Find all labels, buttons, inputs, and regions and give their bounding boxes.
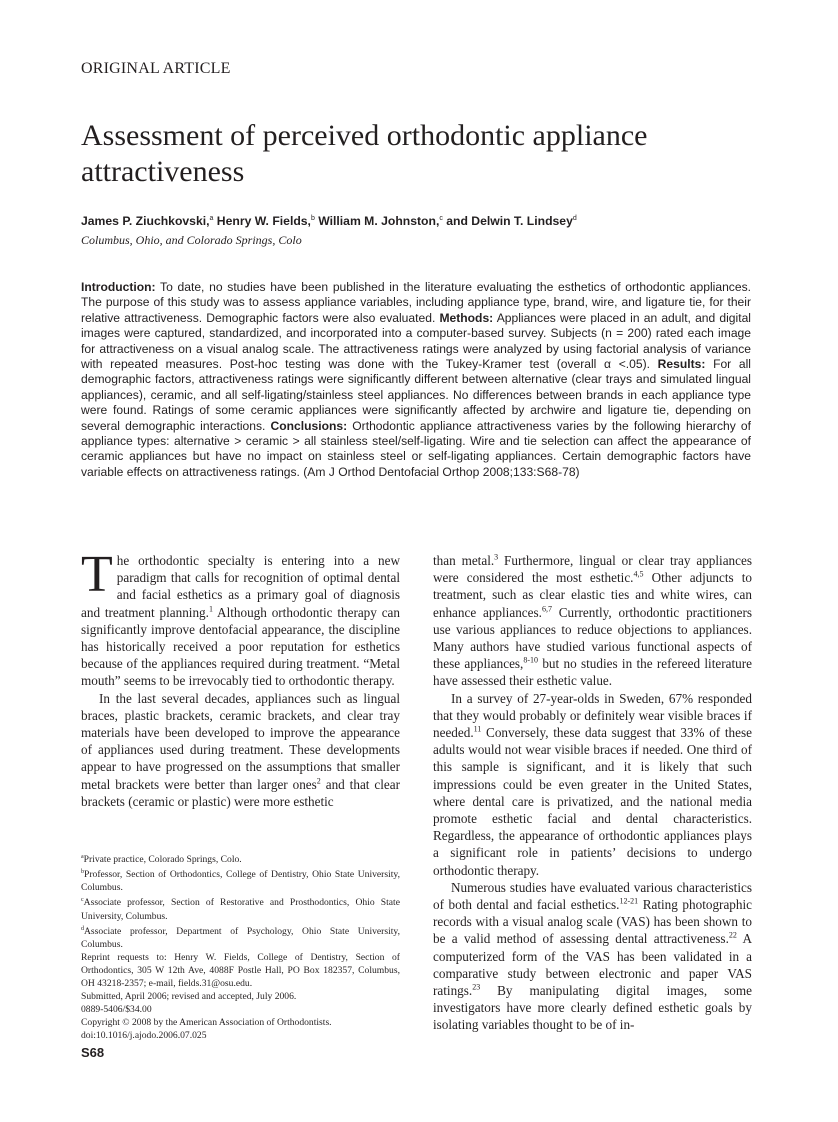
citation: 11 (473, 724, 482, 734)
citation: 3 (494, 552, 499, 562)
footnote-text: Copyright © 2008 by the American Association of Orthodontists. (81, 1016, 332, 1028)
footnote-mark: a (81, 854, 84, 860)
footnote (81, 1029, 400, 1042)
author-affil-mark: d (572, 214, 577, 222)
citation: 23 (472, 982, 481, 992)
paragraph-text: In the last several decades, appliances such as lingual braces, plastic brackets, ceramic brackets, and clear tray materials have been developed to improve the appearance of appliances used during treatment. These developments appear to have progressed on the assumptions that smaller metal brackets were better than larger ones (81, 690, 400, 792)
author: William M. Johnston, (318, 214, 440, 228)
footnote-mark: b (81, 869, 84, 876)
paragraph-text: Rating photographic records with a visual analog scale (VAS) has been shown to be a valid method of assessing dental attractiveness. (433, 897, 752, 947)
paragraph (433, 879, 752, 1034)
author: Henry W. Fields, (216, 214, 311, 228)
abstract-text: For all demographic factors, attractiveness ratings were significantly different between alternative (clear trays and simulated lingual appliances), ceramic, and all self-ligating/stainless steel appliances. No differences between brands in each appliance type were found. Ratings of some ceramic appliances were significantly affected by archwire and ligature tie, depending on several demographic interactions. (81, 357, 751, 433)
body-column-left (81, 546, 400, 810)
abstract-label: Introduction: (81, 280, 156, 294)
footnote (81, 1003, 400, 1016)
author-affil-mark: b (310, 214, 315, 222)
footnote-text: Reprint requests to: Henry W. Fields, College of Dentistry, Section of Orthodontics, 305 W 12th Ave, 4088F Postle Hall, PO Box 182357, Columbus, OH 43218-2357; e-mail, fields.31@osu.edu. (81, 951, 400, 989)
abstract-text: Orthodontic appliance attractiveness varies by the following hierarchy of appliance types: alternative > ceramic > all stainless steel/self-ligating. Wire and tie selection can affect the appearance of ceramic appliances but have no impact on stainless steel or self-ligating appliances. Certain demographic factors have variable effects on attractiveness ratings. (Am J Orthod Dentofacial Orthop 2008;133:S68-78) (81, 418, 751, 479)
abstract (81, 280, 751, 480)
author-affil-mark: c (439, 214, 443, 222)
abstract-text: To date, no studies have been published in the literature evaluating the esthetics of orthodontic appliances. The purpose of this study was to assess appliance variables, including appliance type, brand, wire, and ligature tie, for their relative attractiveness. Demographic factors were also evaluated. (81, 280, 751, 325)
citation: 6,7 (541, 604, 552, 614)
paragraph (433, 552, 752, 690)
paragraph-text: By manipulating digital images, some investigators have more clearly defined esthetic goals by isolating variables thought to be of in- (433, 983, 752, 1033)
footnote-text: Private practice, Colorado Springs, Colo. (83, 854, 242, 866)
paragraph-text: Currently, orthodontic practitioners use various appliances to reduce objections to appliances. Many authors have studied various functional aspects of these appliances, (433, 604, 752, 672)
footnote (81, 990, 400, 1003)
paragraph (81, 690, 400, 810)
footnote-text: Professor, Section of Orthodontics, College of Dentistry, Ohio State University, Columbus. (81, 869, 400, 894)
paragraph-text: Although orthodontic therapy can significantly improve dentofacial appearance, the discipline has historically received a poor reputation for esthetics because of the appliances required during treatment. “Metal mouth” seems to be irrevocably tied to orthodontic therapy. (81, 604, 400, 689)
paragraph-text: Numerous studies have evaluated various characteristics of both dental and facial esthetics. (433, 879, 752, 913)
paragraph-text: he orthodontic specialty is entering into a new paradigm that calls for recognition of optimal dental and facial esthetics as a primary goal of diagnosis and treatment planning. (81, 553, 400, 620)
citation: 22 (728, 931, 737, 941)
footnote (81, 923, 400, 951)
author-affil-mark: a (209, 214, 214, 222)
paragraph-text: Other adjuncts to treatment, such as clear elastic ties and white wires, can enhance appliances. (433, 570, 753, 620)
footnote (81, 866, 400, 894)
footnote (81, 851, 400, 866)
author: and Delwin T. Lindsey (446, 214, 573, 228)
affiliation: Columbus, Ohio, and Colorado Springs, Colo (81, 233, 302, 247)
page-number: S68 (81, 1045, 105, 1060)
footnote-mark: d (81, 925, 84, 932)
citation: 8-10 (523, 655, 539, 665)
body-column-right (433, 552, 752, 1034)
paragraph-text: than metal. (433, 553, 495, 568)
author: James P. Ziuchkovski, (81, 214, 210, 228)
abstract-label: Conclusions: (270, 418, 348, 433)
footnote-text: Associate professor, Department of Psychology, Ohio State University, Columbus. (81, 925, 400, 950)
paragraph (81, 546, 400, 690)
paragraph-text: In a survey of 27-year-olds in Sweden, 67% responded that they would probably or definitely wear visible braces if needed. (433, 690, 752, 741)
footnote-text: Submitted, April 2006; revised and accepted, July 2006. (81, 990, 297, 1002)
paragraph-text: Furthermore, lingual or clear tray appliances were considered the most esthetic. (433, 553, 752, 586)
abstract-label: Methods: (439, 310, 494, 325)
footnote-text: Associate professor, Section of Restorative and Prosthodontics, Ohio State University, Columbus. (81, 897, 400, 922)
footnote (81, 951, 400, 990)
citation: 4,5 (633, 569, 644, 579)
article-type: ORIGINAL ARTICLE (81, 60, 231, 77)
citation: 1 (208, 604, 213, 614)
citation: 2 (316, 776, 321, 786)
footnote-mark: c (81, 897, 84, 904)
footnote (81, 894, 400, 922)
article-title: Assessment of perceived orthodontic appliance attractiveness (81, 119, 648, 188)
paragraph-text: Conversely, these data suggest that 33% of these adults would not wear visible braces if needed. One third of this sample is significant, and it is likely that such impressions could be even greater in the United States, where dental care is privatized, and the national media promote esthetic facial and dental characteristics. Regardless, the appearance of orthodontic appliances plays a significant role in patients’ decisions to undergo orthodontic therapy. (433, 725, 752, 878)
footnotes (81, 851, 400, 1042)
citation: 12-21 (619, 896, 639, 906)
footnote-text: 0889-5406/$34.00 (81, 1003, 152, 1015)
footnote (81, 1016, 400, 1029)
author-list (81, 214, 577, 228)
abstract-text: Appliances were placed in an adult, and digital images were captured, standardized, and incorporated into a computer-based survey. Subjects (n = 200) rated each image for attractiveness on a visual analog scale. The attractiveness ratings were analyzed by using factorial analysis of variance with repeated measures. Post-hoc testing was done with the Tukey-Kramer test (overall α <.05). (81, 310, 751, 372)
paragraph-text: A computerized form of the VAS has been validated in a comparative study between electronic and paper VAS ratings. (433, 931, 752, 999)
drop-cap: T (81, 546, 113, 603)
footnote-text: doi:10.1016/j.ajodo.2006.07.025 (81, 1029, 207, 1041)
paragraph-text: but no studies in the refereed literature have assessed their esthetic value. (433, 656, 752, 689)
abstract-label: Results: (657, 357, 706, 372)
paragraph-text: and that clear brackets (ceramic or plastic) were more esthetic (81, 776, 400, 809)
paragraph (433, 690, 752, 879)
